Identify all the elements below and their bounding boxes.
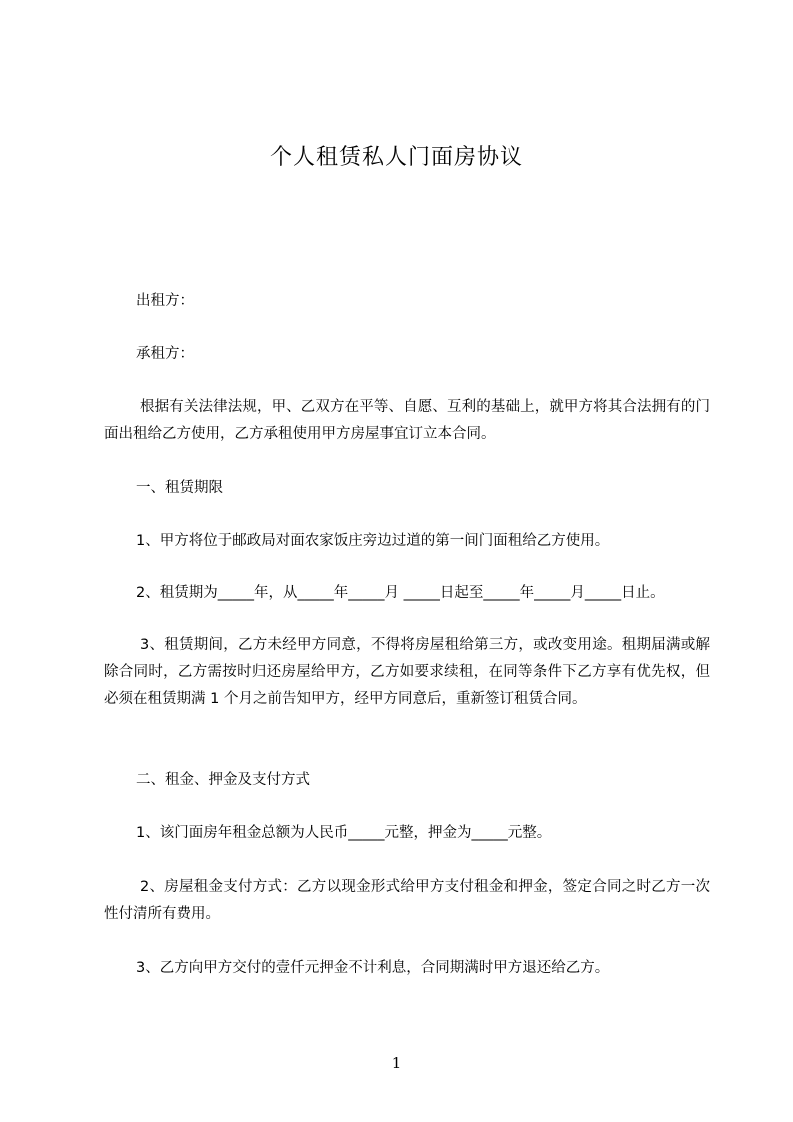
section1-heading: 一、租赁期限 <box>136 480 223 496</box>
lessee-label: 承租方： <box>136 346 194 362</box>
section1-item2: 2、租赁期为_____年，从_____年_____月 _____日起至_____年_____月_____日止。 <box>136 585 665 601</box>
section1-item3: 3、租赁期间，乙方未经甲方同意，不得将房屋租给第三方，或改变用途。租期届满或解除合同时，乙方需按时归还房屋给甲方，乙方如要求续租，在同等条件下乙方享有优先权，但必须在租赁期满 1 个月之前告知甲方，经甲方同意后，重新签订租赁合同。 <box>104 637 710 707</box>
section2-item2: 2、房屋租金支付方式：乙方以现金形式给甲方支付租金和押金，签定合同之时乙方一次性付清所有费用。 <box>104 879 710 922</box>
section2-heading: 二、租金、押金及支付方式 <box>136 772 310 788</box>
section1-item1: 1、甲方将位于邮政局对面农家饭庄旁边过道的第一间门面租给乙方使用。 <box>136 533 610 549</box>
intro-paragraph: 根据有关法律法规，甲、乙双方在平等、自愿、互利的基础上，就甲方将其合法拥有的门面出租给乙方使用，乙方承租使用甲方房屋事宜订立本合同。 <box>104 399 710 442</box>
section2-item1: 1、该门面房年租金总额为人民币_____元整，押金为_____元整。 <box>136 825 552 841</box>
document-title: 个人租赁私人门面房协议 <box>269 145 523 170</box>
page-number: 1 <box>391 1054 402 1072</box>
lessor-label: 出租方： <box>136 293 194 309</box>
section2-item3: 3、乙方向甲方交付的壹仟元押金不计利息，合同期满时甲方退还给乙方。 <box>136 960 610 976</box>
